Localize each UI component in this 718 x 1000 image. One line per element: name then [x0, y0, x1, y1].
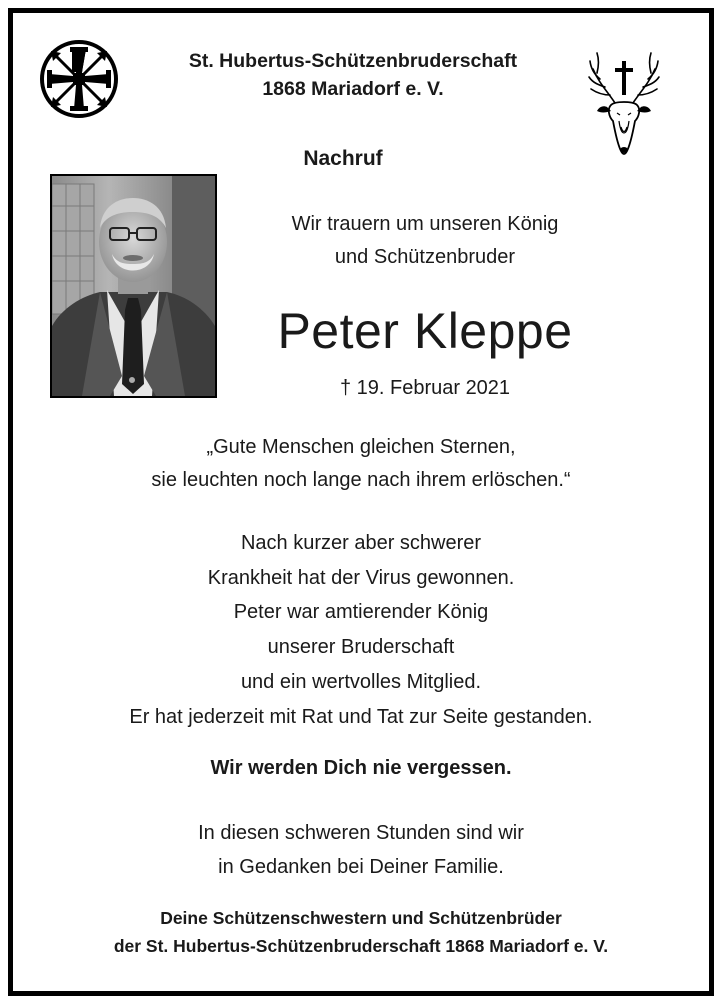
family-line2: in Gedanken bei Deiner Familie. — [218, 856, 504, 878]
organization-name-line1: St. Hubertus-Schützenbruderschaft — [188, 50, 518, 72]
stag-head-cross-icon — [585, 47, 663, 159]
quote-line2: sie leuchten noch lange nach ihrem erlöschen.“ — [151, 469, 571, 491]
signature — [13, 904, 709, 960]
organization-name-line2: 1868 Mariadorf e. V. — [262, 78, 444, 100]
portrait-photo-image — [52, 176, 215, 396]
intro-line2: und Schützenbruder — [334, 246, 516, 268]
quote-line1: „Gute Menschen gleichen Sternen, — [206, 436, 516, 458]
obituary-message — [13, 526, 709, 734]
brotherhood-emblem-icon — [39, 39, 119, 119]
family-condolence — [13, 816, 709, 884]
intro-text — [225, 208, 625, 274]
signature-line1: Deine Schützenschwestern und Schützenbrüder — [160, 908, 562, 928]
never-forget-statement: Wir werden Dich nie vergessen. — [210, 757, 512, 779]
family-line1: In diesen schweren Stunden sind wir — [198, 822, 524, 844]
deceased-name: Peter Kleppe — [277, 303, 573, 359]
message-line: Er hat jederzeit mit Rat und Tat zur Seite gestanden. — [129, 705, 593, 728]
portrait-photo — [50, 174, 217, 398]
organization-name — [133, 47, 573, 103]
message-line: und ein wertvolles Mitglied. — [240, 670, 482, 693]
message-line: Nach kurzer aber schwerer — [240, 532, 482, 554]
obituary-frame — [8, 8, 714, 996]
signature-line2: der St. Hubertus-Schützenbruderschaft 1868 Mariadorf e. V. — [113, 936, 609, 956]
page-title: Nachruf — [303, 147, 383, 170]
message-line: Peter war amtierender König — [233, 601, 489, 624]
intro-line1: Wir trauern um unseren König — [291, 213, 559, 235]
message-line: Krankheit hat der Virus gewonnen. — [207, 566, 515, 589]
memorial-quote — [13, 431, 709, 497]
message-line: unserer Bruderschaft — [267, 636, 455, 659]
death-date: † 19. Februar 2021 — [339, 377, 511, 399]
